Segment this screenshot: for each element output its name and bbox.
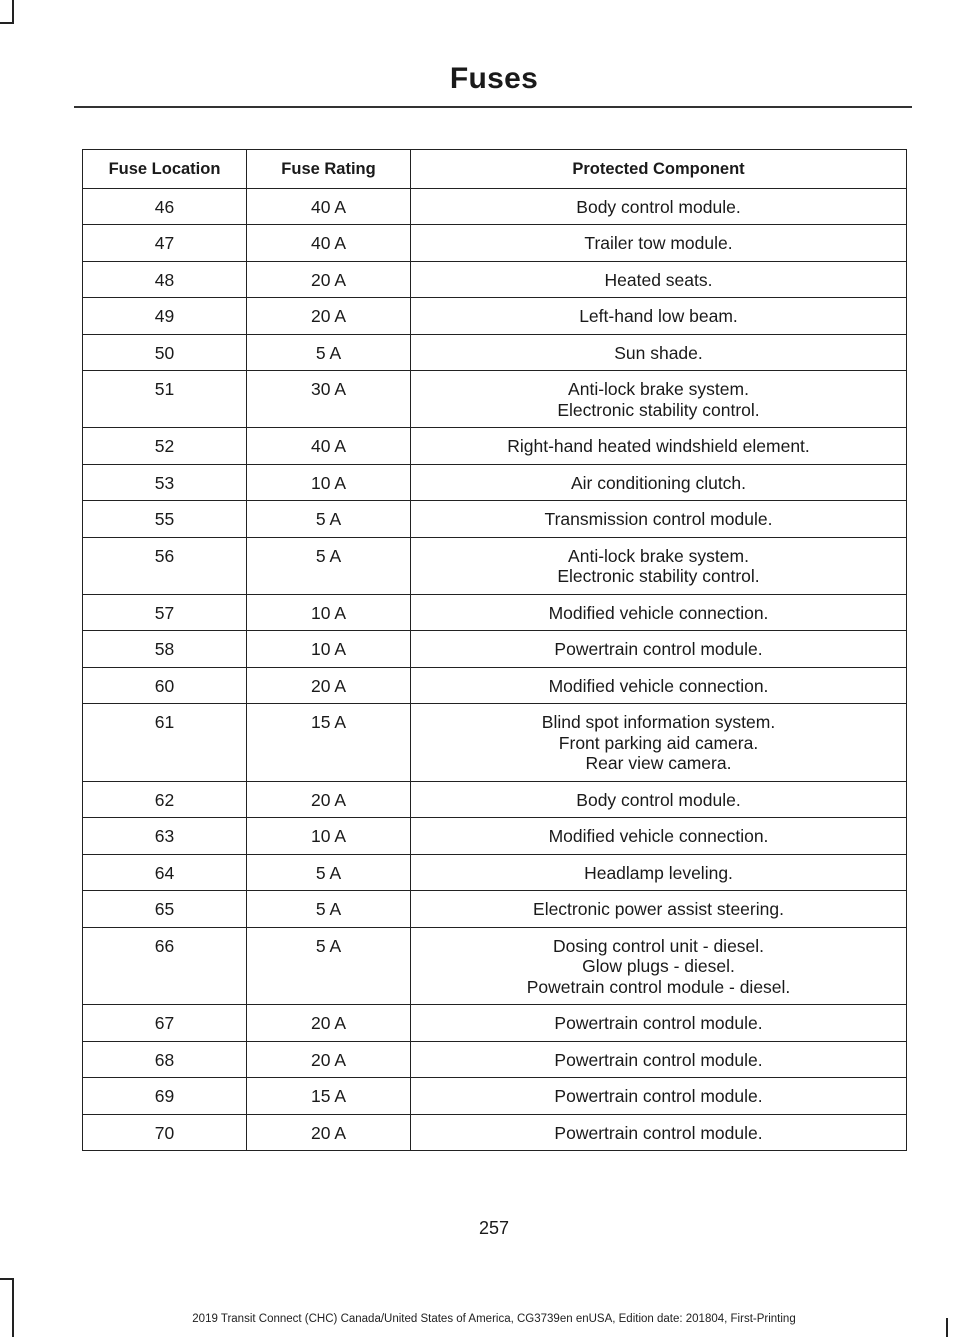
fuse-rating-cell: 10 A xyxy=(247,464,411,501)
protected-component-line: Modified vehicle connection. xyxy=(548,602,769,623)
crop-mark-bottom-left-vertical xyxy=(12,1278,14,1337)
protected-component-cell xyxy=(411,927,907,1005)
protected-component-line: Headlamp leveling. xyxy=(584,862,733,883)
protected-component-line: Glow plugs - diesel. xyxy=(582,956,735,976)
fuse-rating-cell: 40 A xyxy=(247,225,411,262)
fuse-rating-cell: 5 A xyxy=(247,537,411,594)
fuse-rating-cell: 10 A xyxy=(247,631,411,668)
fuse-rating-cell: 40 A xyxy=(247,188,411,225)
fuse-location-cell: 57 xyxy=(83,594,247,631)
table-row xyxy=(83,261,907,298)
fuse-rating-cell: 10 A xyxy=(247,594,411,631)
table-row xyxy=(83,818,907,855)
table-row xyxy=(83,854,907,891)
fuse-location-cell: 51 xyxy=(83,371,247,428)
protected-component-line: Electronic stability control. xyxy=(557,399,760,420)
protected-component-line: Heated seats. xyxy=(604,269,713,290)
protected-component-line: Sun shade. xyxy=(614,342,703,363)
table-row xyxy=(83,704,907,782)
fuse-location-cell: 56 xyxy=(83,537,247,594)
protected-component-cell xyxy=(411,1114,907,1151)
fuse-location-cell: 66 xyxy=(83,927,247,1005)
table-row xyxy=(83,891,907,928)
fuse-table xyxy=(82,149,907,1151)
protected-component-line: Dosing control unit - diesel. xyxy=(552,935,765,956)
crop-mark-top-left-horizontal xyxy=(0,22,14,24)
fuse-rating-cell: 20 A xyxy=(247,1041,411,1078)
fuse-rating-cell: 20 A xyxy=(247,298,411,335)
protected-component-line: Powertrain control module. xyxy=(554,639,763,659)
protected-component-line: Rear view camera. xyxy=(585,753,732,773)
table-row xyxy=(83,667,907,704)
fuse-location-cell: 65 xyxy=(83,891,247,928)
table-row xyxy=(83,1041,907,1078)
header-row xyxy=(83,150,907,189)
header-fuse-rating: Fuse Rating xyxy=(247,150,411,189)
fuse-table-header xyxy=(83,150,907,189)
protected-component-line: Electronic stability control. xyxy=(557,566,760,586)
fuse-rating-cell: 30 A xyxy=(247,371,411,428)
table-row xyxy=(83,225,907,262)
table-row xyxy=(83,1114,907,1151)
crop-mark-bottom-left-horizontal xyxy=(0,1278,14,1280)
protected-component-line: Electronic power assist steering. xyxy=(533,899,784,919)
protected-component-cell xyxy=(411,1041,907,1078)
fuse-location-cell: 53 xyxy=(83,464,247,501)
protected-component-line: Powertrain control module. xyxy=(554,1086,763,1106)
fuse-rating-cell: 40 A xyxy=(247,428,411,465)
protected-component-cell xyxy=(411,501,907,538)
protected-component-line: Transmission control module. xyxy=(544,509,773,529)
protected-component-line: Anti-lock brake system. xyxy=(568,545,749,566)
fuse-location-cell: 61 xyxy=(83,704,247,782)
fuse-location-cell: 52 xyxy=(83,428,247,465)
protected-component-line: Trailer tow module. xyxy=(584,233,733,253)
fuse-location-cell: 69 xyxy=(83,1078,247,1115)
protected-component-line: Air conditioning clutch. xyxy=(570,472,747,493)
table-row xyxy=(83,927,907,1005)
protected-component-cell xyxy=(411,225,907,262)
fuse-location-cell: 49 xyxy=(83,298,247,335)
fuse-rating-cell: 20 A xyxy=(247,261,411,298)
fuse-rating-cell: 15 A xyxy=(247,1078,411,1115)
fuse-location-cell: 58 xyxy=(83,631,247,668)
protected-component-line: Blind spot information system. xyxy=(541,712,776,732)
table-row xyxy=(83,188,907,225)
table-row xyxy=(83,1078,907,1115)
fuse-location-cell: 64 xyxy=(83,854,247,891)
protected-component-line: Powertrain control module. xyxy=(554,1049,763,1070)
protected-component-cell xyxy=(411,334,907,371)
protected-component-line: Powertrain control module. xyxy=(554,1013,763,1033)
fuse-location-cell: 48 xyxy=(83,261,247,298)
protected-component-line: Body control module. xyxy=(576,789,741,810)
fuse-rating-cell: 20 A xyxy=(247,667,411,704)
protected-component-line: Powertrain control module. xyxy=(554,1122,763,1143)
protected-component-line: Body control module. xyxy=(576,196,741,217)
fuse-location-cell: 47 xyxy=(83,225,247,262)
fuse-location-cell: 46 xyxy=(83,188,247,225)
protected-component-cell xyxy=(411,261,907,298)
fuse-rating-cell: 5 A xyxy=(247,501,411,538)
crop-mark-top-left-vertical xyxy=(12,0,14,24)
table-row xyxy=(83,781,907,818)
protected-component-cell xyxy=(411,594,907,631)
protected-component-cell xyxy=(411,298,907,335)
protected-component-cell xyxy=(411,667,907,704)
protected-component-cell xyxy=(411,781,907,818)
footer-edition-info: 2019 Transit Connect (CHC) Canada/United States of America, CG3739en enUSA, Edition date: 201804, First-Printing xyxy=(192,1313,796,1325)
fuse-location-cell: 68 xyxy=(83,1041,247,1078)
protected-component-cell xyxy=(411,428,907,465)
fuse-rating-cell: 5 A xyxy=(247,927,411,1005)
fuse-table-body xyxy=(83,188,907,1151)
fuse-rating-cell: 20 A xyxy=(247,1114,411,1151)
protected-component-line: Front parking aid camera. xyxy=(558,732,759,753)
fuse-location-cell: 63 xyxy=(83,818,247,855)
fuse-location-cell: 67 xyxy=(83,1005,247,1042)
table-row xyxy=(83,428,907,465)
protected-component-cell xyxy=(411,818,907,855)
table-row xyxy=(83,594,907,631)
table-row xyxy=(83,298,907,335)
fuse-location-cell: 60 xyxy=(83,667,247,704)
protected-component-line: Right-hand heated windshield element. xyxy=(507,436,810,456)
protected-component-line: Modified vehicle connection. xyxy=(548,826,769,846)
protected-component-cell xyxy=(411,188,907,225)
protected-component-cell xyxy=(411,537,907,594)
protected-component-line: Left-hand low beam. xyxy=(579,306,738,326)
fuse-location-cell: 55 xyxy=(83,501,247,538)
table-row xyxy=(83,464,907,501)
fuse-rating-cell: 10 A xyxy=(247,818,411,855)
protected-component-cell xyxy=(411,1005,907,1042)
protected-component-cell xyxy=(411,1078,907,1115)
protected-component-cell xyxy=(411,631,907,668)
table-row xyxy=(83,501,907,538)
protected-component-line: Powetrain control module - diesel. xyxy=(526,976,791,997)
protected-component-cell xyxy=(411,891,907,928)
header-divider xyxy=(74,106,912,108)
protected-component-line: Modified vehicle connection. xyxy=(548,675,769,696)
table-row xyxy=(83,1005,907,1042)
fuse-rating-cell: 5 A xyxy=(247,891,411,928)
protected-component-cell xyxy=(411,371,907,428)
page-title: Fuses xyxy=(449,62,539,95)
fuse-rating-cell: 20 A xyxy=(247,1005,411,1042)
fuse-rating-cell: 15 A xyxy=(247,704,411,782)
fuse-location-cell: 70 xyxy=(83,1114,247,1151)
protected-component-line: Anti-lock brake system. xyxy=(568,379,749,399)
page-number: 257 xyxy=(478,1218,510,1238)
fuse-rating-cell: 5 A xyxy=(247,334,411,371)
fuse-rating-cell: 5 A xyxy=(247,854,411,891)
protected-component-cell xyxy=(411,464,907,501)
protected-component-cell xyxy=(411,704,907,782)
fuse-location-cell: 62 xyxy=(83,781,247,818)
fuse-rating-cell: 20 A xyxy=(247,781,411,818)
protected-component-cell xyxy=(411,854,907,891)
table-row xyxy=(83,371,907,428)
header-fuse-location: Fuse Location xyxy=(83,150,247,189)
table-row xyxy=(83,537,907,594)
table-row xyxy=(83,334,907,371)
fuse-location-cell: 50 xyxy=(83,334,247,371)
header-protected-component: Protected Component xyxy=(411,150,907,189)
table-row xyxy=(83,631,907,668)
